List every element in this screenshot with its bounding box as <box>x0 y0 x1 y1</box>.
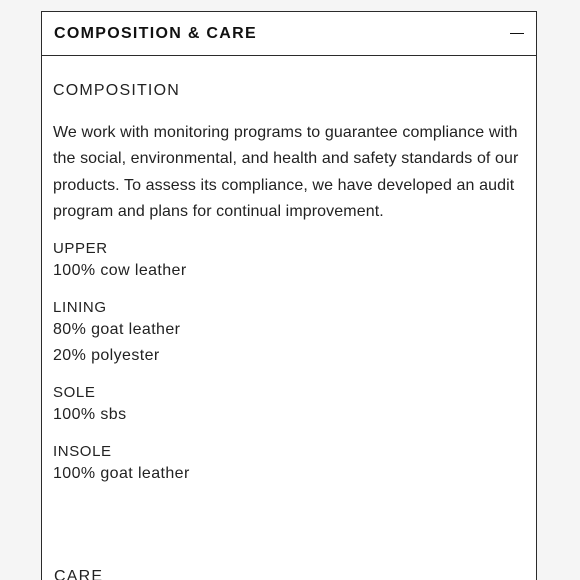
material-group-sole <box>53 383 525 428</box>
care-heading: CARE <box>54 568 104 580</box>
material-group-upper <box>53 239 525 284</box>
material-group-insole <box>53 442 525 487</box>
minus-icon[interactable] <box>510 27 524 41</box>
accordion-body <box>42 82 536 487</box>
material-label: SOLE <box>53 384 96 402</box>
material-label: INSOLE <box>53 443 112 461</box>
material-value: 20% polyester <box>53 347 160 365</box>
accordion-header[interactable] <box>42 12 536 56</box>
accordion-title: COMPOSITION & CARE <box>54 24 257 42</box>
material-value: 100% sbs <box>53 406 127 424</box>
material-value: 100% goat leather <box>53 465 190 483</box>
composition-care-accordion <box>41 11 537 580</box>
material-label: UPPER <box>53 240 108 258</box>
material-group-lining <box>53 298 525 369</box>
material-value: 100% cow leather <box>53 262 187 280</box>
material-value: 80% goat leather <box>53 321 181 339</box>
material-label: LINING <box>53 299 107 317</box>
composition-heading: COMPOSITION <box>53 82 180 99</box>
composition-description: We work with monitoring programs to guarantee compliance with the social, environmental, and health and safety standards of our products. To assess its compliance, we have developed an audit program and plans for continual improvement. <box>53 124 519 220</box>
